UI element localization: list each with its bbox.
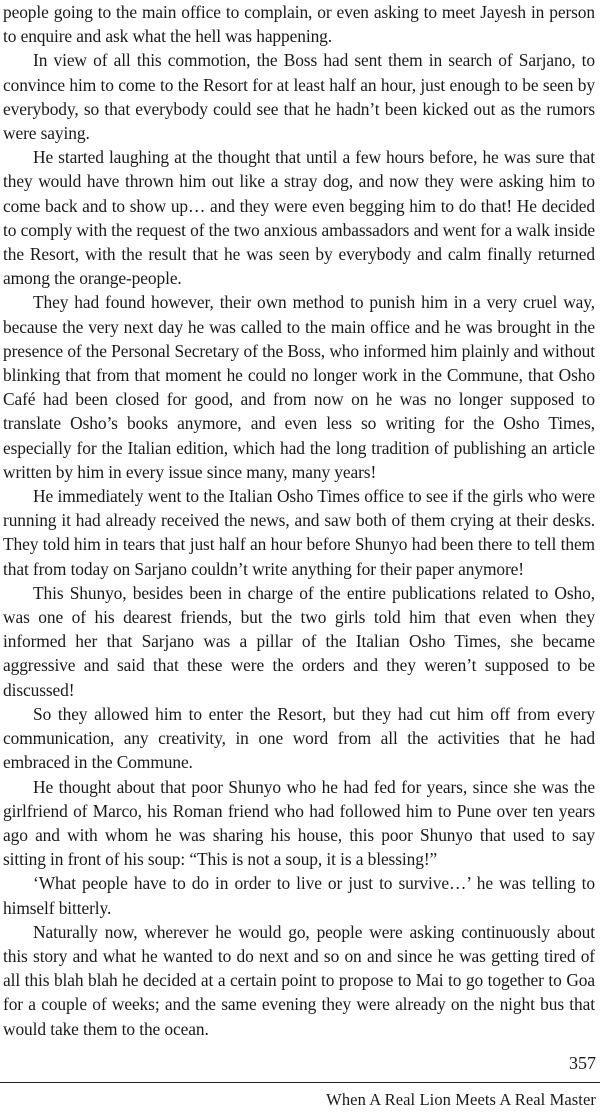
paragraph: He thought about that poor Shunyo who he had fed for years, since she was the girlfriend of Marco, his Roman friend who had followed him to Pune over ten years ago and with whom he was sharing his house, this poor Shunyo that used to say sitting in front of his soup: “This is not a soup, it is a blessing!” xyxy=(3,776,595,870)
footer-divider xyxy=(0,1082,600,1083)
paragraph: people going to the main office to complain, or even asking to meet Jayesh in person to enquire and ask what the hell was happening. xyxy=(3,2,595,47)
paragraph: In view of all this commotion, the Boss had sent them in search of Sarjano, to convince him to come to the Resort for at least half an hour, just enough to be seen by everybody, so that everybody could see that he hadn’t been kicked out as the rumors were saying. xyxy=(3,50,595,144)
body-text xyxy=(3,0,595,1041)
paragraph: He started laughing at the thought that until a few hours before, he was sure that they would have thrown him out like a stray dog, and now they were asking him to come back and to show up… and they were even begging him to do that! He decided to comply with the request of the two anxious ambassadors and went for a walk inside the Resort, with the result that he was seen by everybody and calm finally returned among the orange-people. xyxy=(3,147,595,289)
paragraph: So they allowed him to enter the Resort, but they had cut him off from every communication, any creativity, in one word from all the activities that he had embraced in the Commune. xyxy=(3,703,595,773)
paragraph: Naturally now, wherever he would go, people were asking continuously about this story and what he wanted to do next and so on and since he was getting tired of all this blah blah he decided at a certain point to propose to Mai to go together to Goa for a couple of weeks; and the same evening they were already on the night bus that would take them to the ocean. xyxy=(3,921,595,1039)
page-number: 357 xyxy=(569,1053,596,1073)
paragraph: ‘What people have to do in order to live or just to survive…’ he was telling to himself bitterly. xyxy=(3,873,595,918)
paragraph: He immediately went to the Italian Osho Times office to see if the girls who were running it had already received the news, and saw both of them crying at their desks. They told him in tears that just half an hour before Shunyo had been there to tell them that from today on Sarjano couldn’t write anything for their paper anymore! xyxy=(3,486,595,579)
running-title: When A Real Lion Meets A Real Master xyxy=(326,1090,596,1109)
paragraph: This Shunyo, besides been in charge of the entire publications related to Osho, was one of his dearest friends, but the two girls told him that even when they informed her that Sarjano was a pillar of the Italian Osho Times, she became aggressive and said that these were the orders and they weren’t supposed to be discussed! xyxy=(3,582,595,700)
paragraph: They had found however, their own method to punish him in a very cruel way, because the very next day he was called to the main office and he was brought in the presence of the Personal Secretary of the Boss, who informed him plainly and without blinking that from that moment he could no longer work in the Commune, that Osho Café had been closed for good, and from now on he was no longer supposed to translate Osho’s books anymore, and even less so writing for the Osho Times, especially for the Italian edition, which had the long tradition of publishing an article written by him in every issue since many, many years! xyxy=(3,292,595,482)
